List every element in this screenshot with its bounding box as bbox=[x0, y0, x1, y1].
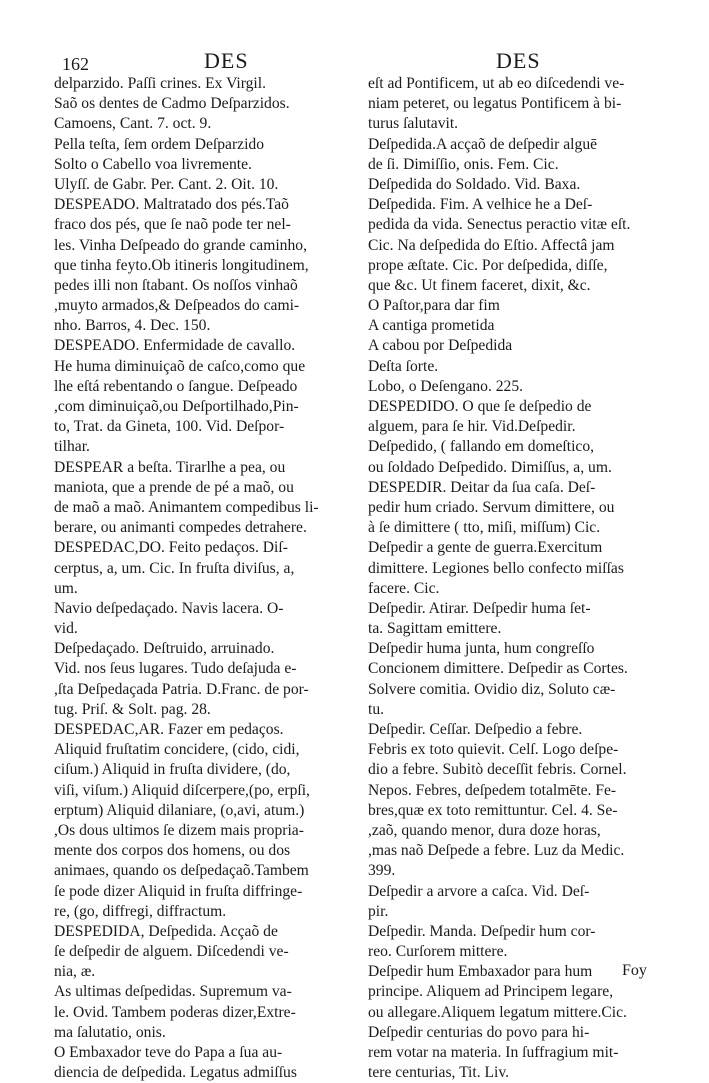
text-line: mente dos corpos dos homens, ou dos bbox=[54, 842, 291, 860]
text-line: bres,quæ ex toto remittuntur. Cel. 4. Se- bbox=[368, 801, 618, 819]
text-line: les. Vinha Deſpeado do grande caminho, bbox=[54, 236, 307, 254]
text-line: He huma diminuiçaõ de caſco,como que bbox=[54, 357, 306, 375]
text-line: to, Trat. da Gineta, 100. Vid. Deſpor- bbox=[54, 418, 285, 436]
text-line: prope æſtate. Cic. Por deſpedida, diſſe, bbox=[368, 256, 608, 274]
text-line: Deſpedir. Manda. Deſpedir hum cor- bbox=[368, 922, 596, 940]
text-line: Deſpedida do Soldado. Vid. Baxa. bbox=[368, 175, 581, 193]
text-line: dimittere. Legiones bello confecto miſſas bbox=[368, 559, 624, 577]
text-line: maniota, que a prende de pé a maõ, ou bbox=[54, 478, 294, 496]
text-line: DESPEDIR. Deitar da ſua caſa. Deſ- bbox=[368, 478, 596, 496]
text-line: Ulyſſ. de Gabr. Per. Cant. 2. Oit. 10. bbox=[54, 175, 279, 193]
text-line: Deſpedir centurias do povo para hi- bbox=[368, 1023, 590, 1041]
text-line: rem votar na materia. In ſuffragium mit- bbox=[368, 1044, 619, 1061]
text-line: Deſpedir a gente de guerra.Exercitum bbox=[368, 539, 603, 557]
text-line: nia, æ. bbox=[54, 963, 96, 981]
text-line: ,muyto armados,& Deſpeados do cami- bbox=[54, 297, 300, 315]
text-line: Deſpedido, ( fallando em domeſtico, bbox=[368, 438, 595, 456]
text-line: facere. Cic. bbox=[368, 579, 440, 597]
text-line: Solto o Cabello voa livremente. bbox=[54, 155, 252, 173]
text-line: ma ſalutatio, onis. bbox=[54, 1023, 166, 1041]
text-line: DESPEADO. Maltratado dos pés.Taõ bbox=[54, 196, 289, 214]
text-line: pedir hum criado. Servum dimittere, ou bbox=[368, 498, 615, 516]
text-line: ciſum.) Aliquid in fruſta dividere, (do, bbox=[54, 761, 291, 779]
text-line: A cantiga prometida bbox=[368, 317, 495, 335]
text-line: ſe pode dizer Aliquid in fruſta diffringe- bbox=[54, 882, 303, 900]
text-line: ta. Sagittam emittere. bbox=[368, 620, 502, 638]
text-line: Deſpedir. Atirar. Deſpedir huma ſet- bbox=[368, 599, 591, 617]
text-line: à ſe dimittere ( tto, miſi, miſſum) Cic. bbox=[368, 519, 601, 537]
text-line: Vid. nos ſeus lugares. Tudo deſajuda e- bbox=[54, 660, 297, 678]
text-line: eſt ad Pontificem, ut ab eo diſcedendi ve- bbox=[368, 75, 625, 92]
text-line: DESPEAR a beſta. Tirarlhe a pea, ou bbox=[54, 458, 286, 476]
page-number: 162 bbox=[62, 54, 89, 74]
text-line: tere centurias, Tit. Liv. bbox=[368, 1064, 510, 1082]
text-line: Deſpedir huma junta, hum congreſſo bbox=[368, 640, 595, 658]
text-line: tilhar. bbox=[54, 438, 90, 456]
text-line: tu. bbox=[368, 700, 385, 718]
text-line: ,mas naõ Deſpede a febre. Luz da Medic. bbox=[368, 842, 625, 860]
text-line: pedes illi non ſtabant. Os noſſos vinhaõ bbox=[54, 276, 298, 294]
text-line: Navio deſpedaçado. Navis lacera. O- bbox=[54, 599, 284, 617]
text-line: delparzido. Paſſi crines. Ex Virgil. bbox=[54, 75, 266, 92]
text-line: dio a febre. Subitò deceſſit febris. Cornel. bbox=[368, 761, 627, 779]
text-line: DESPEDAC,AR. Fazer em pedaços. bbox=[54, 721, 284, 738]
text-line: lhe eſtá rebentando o ſangue. Deſpeado bbox=[54, 377, 298, 395]
text-line: de maõ a maõ. Animantem compedibus li- bbox=[54, 498, 319, 516]
text-line: cerptus, a, um. Cic. In fruſta diviſus, a, bbox=[54, 559, 295, 577]
text-line: ſe deſpedir de alguem. Diſcedendi ve- bbox=[54, 943, 289, 961]
text-line: A cabou por Deſpedida bbox=[368, 337, 513, 355]
text-line: Deſta ſorte. bbox=[368, 357, 439, 375]
text-line: DESPEDIDO. O que ſe deſpedio de bbox=[368, 398, 592, 415]
text-line: Deſpedir hum Embaxador para hum bbox=[368, 963, 593, 981]
text-line: O Paſtor,para dar fim bbox=[368, 297, 500, 315]
text-line: Aliquid fruſtatim concidere, (cido, cidi, bbox=[54, 741, 300, 759]
text-line: Deſpedaçado. Deſtruido, arruinado. bbox=[54, 640, 275, 658]
text-line: ,com diminuiçaõ,ou Deſportilhado,Pin- bbox=[54, 398, 299, 415]
text-line: de ſi. Dimiſſio, onis. Fem. Cic. bbox=[368, 155, 559, 173]
text-line: Deſpedida. Fim. A velhice he a Deſ- bbox=[368, 196, 593, 214]
text-line: DESPEDAC,DO. Feito pedaços. Diſ- bbox=[54, 539, 288, 557]
text-line: ,ſta Deſpedaçada Patria. D.Franc. de por- bbox=[54, 680, 309, 698]
text-line: Cic. Na deſpedida do Eſtio. Affectâ jam bbox=[368, 236, 615, 254]
text-line: vid. bbox=[54, 620, 78, 638]
text-line: Nepos. Febres, deſpedem totalmēte. Fe- bbox=[368, 781, 617, 799]
text-line: alguem, para ſe hir. Vid.Deſpedir. bbox=[368, 418, 576, 436]
text-line: pir. bbox=[368, 902, 389, 920]
text-line: principe. Aliquem ad Principem legare, bbox=[368, 983, 614, 1001]
text-line: berare, ou animanti compedes detrahere. bbox=[54, 519, 307, 537]
text-line: niam peteret, ou legatus Pontificem à bi- bbox=[368, 95, 622, 113]
text-line: ,zaõ, quando menor, dura doze horas, bbox=[368, 821, 601, 839]
text-line: Lobo, o Deſengano. 225. bbox=[368, 377, 524, 395]
text-line: DESPEDIDA, Deſpedida. Acçaõ de bbox=[54, 922, 278, 940]
text-line: ou allegare.Aliquem legatum mittere.Cic. bbox=[368, 1003, 627, 1021]
text-line: viſi, viſum.) Aliquid diſcerpere,(po, erpſi, bbox=[54, 781, 310, 799]
text-line: re, (go, diffregi, diffractum. bbox=[54, 902, 227, 920]
text-line: reo. Curſorem mittere. bbox=[368, 943, 508, 961]
text-line: le. Ovid. Tambem poderas dizer,Extre- bbox=[54, 1003, 296, 1021]
text-line: um. bbox=[54, 579, 78, 597]
text-line: fraco dos pés, que ſe naõ pode ter nel- bbox=[54, 216, 291, 234]
text-line: Deſpedir. Ceſſar. Deſpedio a febre. bbox=[368, 721, 583, 738]
text-line: tug. Priſ. & Solt. pag. 28. bbox=[54, 700, 211, 718]
left-running-headword: DES bbox=[204, 48, 249, 73]
text-line: erptum) Aliquid dilaniare, (o,avi, atum.) bbox=[54, 801, 305, 819]
right-running-headword: DES bbox=[496, 48, 541, 73]
text-line: Deſpedir a arvore a caſca. Vid. Deſ- bbox=[368, 882, 590, 900]
catchword: Foy bbox=[622, 962, 647, 979]
text-line: DESPEADO. Enfermidade de cavallo. bbox=[54, 337, 296, 355]
text-line: animaes, quando os deſpedaçaõ.Tambem bbox=[54, 862, 309, 880]
text-line: ,Os dous ultimos ſe dizem mais propria- bbox=[54, 821, 304, 839]
text-line: Saõ os dentes de Cadmo Deſparzidos. bbox=[54, 95, 290, 113]
right-column bbox=[368, 74, 680, 1083]
text-line: turus ſalutavit. bbox=[368, 115, 459, 133]
text-line: diencia de deſpedida. Legatus admiſſus bbox=[54, 1064, 297, 1082]
text-line: que tinha feyto.Ob itineris longitudinem, bbox=[54, 256, 309, 274]
text-line: Febris ex toto quievit. Celſ. Logo deſpe- bbox=[368, 741, 619, 759]
text-line: Pella teſta, ſem ordem Deſparzido bbox=[54, 135, 265, 153]
text-line: ou ſoldado Deſpedido. Dimiſſus, a, um. bbox=[368, 458, 612, 476]
text-line: nho. Barros, 4. Dec. 150. bbox=[54, 317, 211, 335]
text-line: Deſpedida.A acçaõ de deſpedir alguē bbox=[368, 135, 598, 153]
text-line: Concionem dimittere. Deſpedir as Cortes. bbox=[368, 660, 628, 678]
text-line: pedida da vida. Senectus peractio vitæ eſt. bbox=[368, 216, 631, 234]
text-line: 399. bbox=[368, 862, 396, 880]
text-line: As ultimas deſpedidas. Supremum va- bbox=[54, 983, 292, 1001]
text-line: que &c. Ut finem faceret, dixit, &c. bbox=[368, 276, 591, 294]
left-column bbox=[54, 74, 366, 1083]
text-line: Camoens, Cant. 7. oct. 9. bbox=[54, 115, 212, 133]
text-line: O Embaxador teve do Papa a ſua au- bbox=[54, 1044, 283, 1061]
text-line: Solvere comitia. Ovidio diz, Soluto cæ- bbox=[368, 680, 616, 698]
